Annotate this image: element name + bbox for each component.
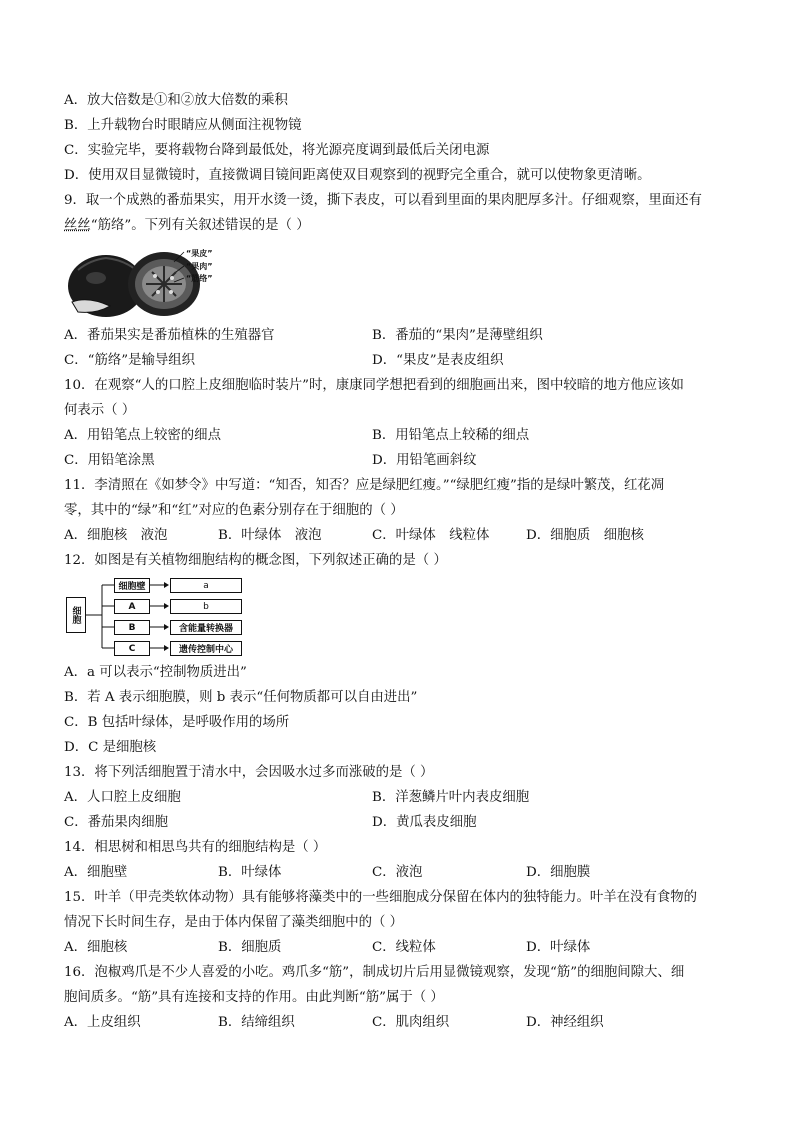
q13-stem: 13．将下列活细胞置于清水中，会因吸水过多而涨破的是（ ） [64,765,434,780]
q16-option-c: C．肌肉组织 [372,1015,450,1030]
q11-stem-line-2: 零，其中的“绿”和“红”对应的色素分别存在于细胞的（ ） [64,503,404,518]
q16-stem-line-1: 16．泡椒鸡爪是不少人喜爱的小吃。鸡爪多“筋”，制成切片后用显微镜观察，发现“筋”的细胞间隙大、细 [64,965,685,980]
q15-option-c: C．线粒体 [372,940,436,955]
label-veins: “筋络” [186,274,213,283]
q14-option-b: B．叶绿体 [218,865,282,880]
q16-option-d: D．神经组织 [526,1015,604,1030]
q11-option-a: A．细胞核 液泡 [64,528,168,543]
q15-option-a: A．细胞核 [64,940,128,955]
q8-option-b: B．上升载物台时眼睛应从侧面注视物镜 [64,118,302,133]
diagram-genetic-control: 遗传控制中心 [170,641,242,656]
diagram-function-a: a [170,578,242,593]
q13-option-c: C．番茄果肉细胞 [64,815,168,830]
q9-option-c: C．“筋络”是输导组织 [64,353,196,368]
diagram-function-b: b [170,599,242,614]
q12-option-d: D．C 是细胞核 [64,740,157,755]
q14-stem: 14．相思树和相思鸟共有的细胞结构是（ ） [64,840,327,855]
q9-emphasis: 丝丝 [64,218,91,233]
q10-option-b: B．用铅笔点上较稀的细点 [372,428,530,443]
q13-option-b: B．洋葱鳞片叶内表皮细胞 [372,790,530,805]
q12-stem: 12．如图是有关植物细胞结构的概念图，下列叙述正确的是（ ） [64,553,447,568]
q15-option-d: D．叶绿体 [526,940,591,955]
cell-concept-diagram [64,577,248,657]
q12-option-c: C．B 包括叶绿体，是呼吸作用的场所 [64,715,290,730]
q12-option-a: A．a 可以表示“控制物质进出” [64,665,247,680]
q13-option-a: A．人口腔上皮细胞 [64,790,181,805]
diagram-box-a: A [114,599,150,614]
q9-stem-line-2 [64,213,744,238]
q9-option-a: A．番茄果实是番茄植株的生殖器官 [64,328,275,343]
q10-stem-line-2: 何表示（ ） [64,403,136,418]
q9-option-b: B．番茄的“果肉”是薄壁组织 [372,328,543,343]
q10-option-d: D．用铅笔画斜纹 [372,453,477,468]
diagram-cell-wall: 细胞壁 [114,578,150,593]
label-pericarp: “果皮” [186,249,213,258]
q8-option-d: D．使用双目显微镜时，直接微调目镜间距离使双目观察到的视野完全重合，就可以使物象更清晰。 [64,168,651,183]
q16-options-row [64,1010,744,1035]
q10-option-a: A．用铅笔点上较密的细点 [64,428,221,443]
q13-options-row-2 [64,810,744,835]
tomato-figure [66,240,226,320]
diagram-root-cell: 细胞 [66,597,86,633]
q9-option-d: D．“果皮”是表皮组织 [372,353,504,368]
q13-option-d: D．黄瓜表皮细胞 [372,815,477,830]
q16-option-b: B．结缔组织 [218,1015,295,1030]
diagram-box-c: C [114,641,150,656]
q11-options-row [64,523,744,548]
q8-option-a: A．放大倍数是①和②放大倍数的乘积 [64,93,288,108]
q10-options-row-2 [64,448,744,473]
q14-option-a: A．细胞壁 [64,865,128,880]
label-flesh: “果肉” [186,262,213,271]
q10-options-row-1 [64,423,744,448]
exam-page [64,88,744,1035]
q9-stem-rest: “筋络”。下列有关叙述错误的是（ ） [90,218,310,233]
q9-options-row-1 [64,323,744,348]
q14-option-c: C．液泡 [372,865,423,880]
q13-options-row-1 [64,785,744,810]
q16-option-a: A．上皮组织 [64,1015,141,1030]
q10-option-c: C．用铅笔涂黑 [64,453,155,468]
q12-option-b: B．若 A 表示细胞膜，则 b 表示“任何物质都可以自由进出” [64,690,418,705]
q11-stem-line-1: 11．李清照在《如梦令》中写道：“知否，知否？应是绿肥红瘦。”“绿肥红瘦”指的是绿叶繁茂，红花凋 [64,478,665,493]
q11-option-b: B．叶绿体 液泡 [218,528,322,543]
q9-stem-line-1: 9．取一个成熟的番茄果实，用开水烫一烫，撕下表皮，可以看到里面的果肉肥厚多汁。仔细观察，里面还有 [64,193,702,208]
q15-option-b: B．细胞质 [218,940,282,955]
q8-option-c: C．实验完毕，要将载物台降到最低处，将光源亮度调到最低后关闭电源 [64,143,490,158]
diagram-box-b: B [114,620,150,635]
q15-stem-line-2: 情况下长时间生存，是由于体内保留了藻类细胞中的（ ） [64,915,404,930]
q16-stem-line-2: 胞间质多。“筋”具有连接和支持的作用。由此判断“筋”属于（ ） [64,990,444,1005]
q11-option-c: C．叶绿体 线粒体 [372,528,490,543]
q15-stem-line-1: 15．叶羊（甲壳类软体动物）具有能够将藻类中的一些细胞成分保留在体内的独特能力。叶羊在没有食物的 [64,890,698,905]
q14-options-row [64,860,744,885]
diagram-energy-converter: 含能量转换器 [170,620,242,635]
q15-options-row [64,935,744,960]
q11-option-d: D．细胞质 细胞核 [526,528,644,543]
q14-option-d: D．细胞膜 [526,865,591,880]
q9-options-row-2 [64,348,744,373]
q10-stem-line-1: 10．在观察“人的口腔上皮细胞临时装片”时，康康同学想把看到的细胞画出来，图中较暗的地方他应该如 [64,378,684,393]
